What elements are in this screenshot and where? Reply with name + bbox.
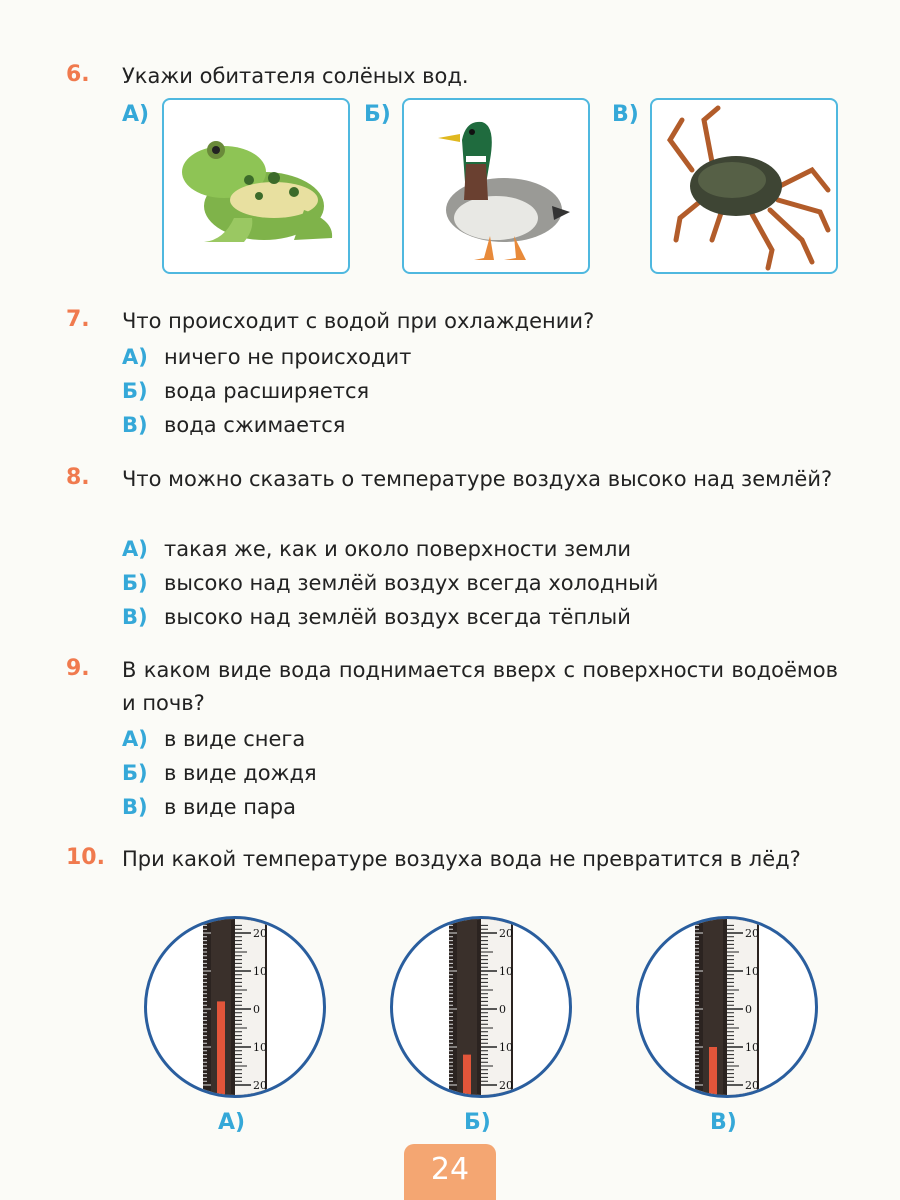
question-text: При какой температуре воздуха вода не превратится в лёд? (122, 847, 801, 871)
answer-option-c[interactable]: В) вода сжимается (122, 413, 346, 437)
crab-image[interactable] (650, 98, 838, 274)
question-text: В каком виде вода поднимается вверх с поверхности водоёмов и почв? (122, 658, 838, 715)
tick-label: 10 (499, 965, 513, 978)
frog-image[interactable] (162, 98, 350, 274)
answer-options (122, 532, 658, 634)
answer-option-a[interactable]: А) такая же, как и около поверхности земли (122, 537, 632, 561)
option-label-b[interactable]: Б) (364, 102, 391, 127)
question-number: 8. (66, 465, 90, 490)
tick-label: 20 (745, 927, 759, 940)
tick-label: 10 (745, 1041, 759, 1054)
mercury-column (709, 1047, 717, 1095)
thermometer-scale (727, 919, 757, 1095)
answer-option-c[interactable]: В) в виде пара (122, 795, 296, 819)
tick-label: 20 (253, 1079, 267, 1092)
answer-option-a[interactable]: А) ничего не происходит (122, 345, 412, 369)
answer-option-b[interactable]: Б) вода расширяется (122, 379, 370, 403)
tick-label: 10 (745, 965, 759, 978)
tick-label: 20 (745, 1079, 759, 1092)
tick-label: 10 (253, 965, 267, 978)
question-number: 6. (66, 62, 90, 87)
tick-label: 0 (253, 1003, 260, 1016)
tick-label: 10 (253, 1041, 267, 1054)
thermometer-c[interactable] (636, 916, 818, 1098)
answer-options (122, 722, 317, 824)
answer-option-b[interactable]: Б) высоко над землёй воздух всегда холодный (122, 571, 659, 595)
tick-label: 0 (745, 1003, 752, 1016)
answer-option-c[interactable]: В) высоко над землёй воздух всегда тёплый (122, 605, 631, 629)
question-number: 10. (66, 845, 105, 870)
option-label-a[interactable]: А) (122, 102, 150, 127)
thermometer-scale (235, 919, 265, 1095)
page-number: 24 (404, 1144, 496, 1200)
tick-label: 20 (499, 927, 513, 940)
tick-label: 0 (499, 1003, 506, 1016)
answer-options (122, 340, 411, 442)
answer-option-a[interactable]: А) в виде снега (122, 727, 306, 751)
tick-label: 20 (499, 1079, 513, 1092)
answer-option-b[interactable]: Б) в виде дождя (122, 761, 317, 785)
tick-label: 10 (499, 1041, 513, 1054)
option-label-c[interactable]: В) (612, 102, 639, 127)
thermometer-a[interactable] (144, 916, 326, 1098)
question-number: 7. (66, 307, 90, 332)
mercury-column (217, 1001, 225, 1095)
tick-label: 20 (253, 927, 267, 940)
question-number: 9. (66, 656, 90, 681)
thermometer-label-c[interactable]: В) (710, 1110, 737, 1135)
question-text: Что можно сказать о температуре воздуха высоко над землёй? (122, 467, 833, 491)
thermometer-b[interactable] (390, 916, 572, 1098)
thermometer-label-b[interactable]: Б) (464, 1110, 491, 1135)
question-text: Что происходит с водой при охлаждении? (122, 309, 595, 333)
thermometer-label-a[interactable]: А) (218, 1110, 246, 1135)
question-text: Укажи обитателя солёных вод. (122, 64, 469, 88)
thermometer-scale (481, 919, 511, 1095)
duck-image[interactable] (402, 98, 590, 274)
mercury-column (463, 1055, 471, 1095)
